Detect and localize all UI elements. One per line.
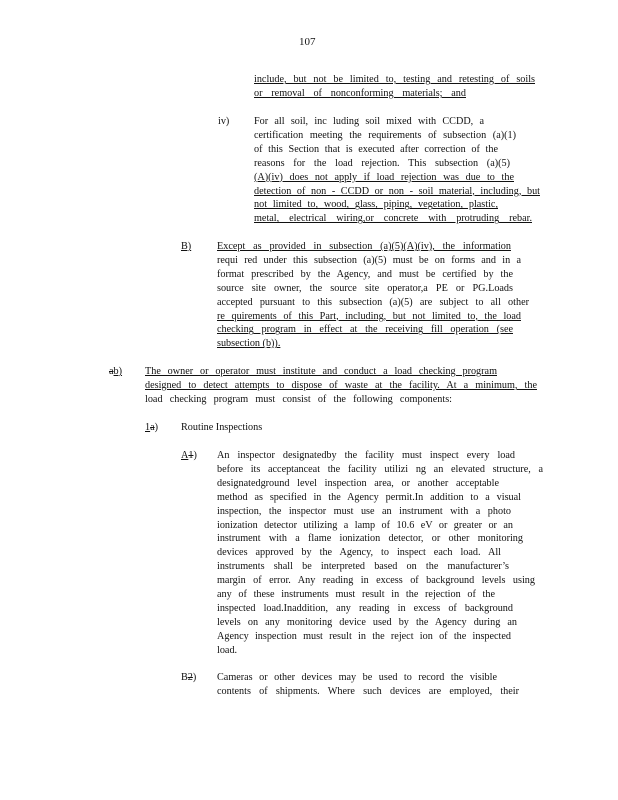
A-line-4: method as specified in the Agency permit.In addition to a visual <box>217 491 521 503</box>
section-ab-label <box>109 365 122 379</box>
item-1-old-num: a <box>150 422 155 433</box>
A-line-9: instruments shall be interpreted based on the manufacturer’s <box>217 561 509 573</box>
item-A-label <box>181 449 197 463</box>
item-B2-new: B <box>181 672 188 683</box>
A-line-12: inspected load.Inaddition, any reading in excess of background <box>217 602 513 614</box>
ab-line-3: load checking program must consist of the following components: <box>145 393 452 405</box>
item-1-new-num: 1 <box>145 422 151 433</box>
A-line-10: margin of error. Any reading in excess of background levels using <box>217 575 535 587</box>
item-1-title: Routine Inspections <box>181 422 263 433</box>
iv-line-5: (A)(iv) does not apply if load rejection was due to the <box>254 171 514 183</box>
A-line-3: designatedground level inspection area, or another acceptable <box>217 477 499 489</box>
item-1-paren: ) <box>154 422 159 433</box>
iv-line-8: metal, electrical wiring,or concrete with protruding rebar. <box>254 213 532 225</box>
item-1-label <box>145 421 158 435</box>
item-A-new: A <box>181 450 189 461</box>
item-A-body <box>217 449 544 658</box>
item-iv-body <box>254 115 540 226</box>
B2-line-1: Cameras or other devices may be used to record the visible <box>217 672 497 683</box>
A-line-15: load. <box>217 644 238 656</box>
B2-line-2: contents of shipments. Where such devices are employed, their <box>217 685 519 697</box>
item-iv-label: iv) <box>218 116 230 127</box>
iv-line-3: of this Section that is executed after correction of the <box>254 143 498 155</box>
item-A-old: 1 <box>188 450 194 461</box>
A-line-13: levels on any monitoring device used by the Agency during an <box>217 616 517 628</box>
ab-line-2: designed to detect attempts to dispose of waste at the facility. At a minimum, the <box>145 379 537 391</box>
item-B-body <box>217 240 529 351</box>
item-B2-label <box>181 671 196 685</box>
item-B-label: B) <box>181 241 192 252</box>
iv-line-7: not limited to, wood, glass, piping, vegetation, plastic, <box>254 199 498 211</box>
section-old-letter: a <box>109 366 114 377</box>
A-line-5: inspection, the inspector must use an instrument with a photo <box>217 505 511 517</box>
B-line-6: re quirements of this Part, including, but not limited to, the load <box>217 310 521 322</box>
B-line-5: accepted pursuant to this subsection (a)(5) are subject to all other <box>217 296 529 308</box>
iv-line-6: detection of non - CCDD or non - soil material, including, but <box>254 185 540 197</box>
item-A-paren: ) <box>193 450 197 461</box>
continuation-line-2: or removal of nonconforming materials; and <box>254 87 466 99</box>
A-line-6: ionization detector utilizing a lamp of 10.6 eV or greater or an <box>217 519 513 531</box>
iv-line-2: certification meeting the requirements of subsection (a)(1) <box>254 129 516 141</box>
B-line-7: checking program in effect at the receiving fill operation (see <box>217 324 513 336</box>
A-line-7: instrument with a flame ionization detector, or other monitoring <box>217 533 523 545</box>
continuation-line-1: include, but not be limited to, testing and retesting of soils <box>254 74 535 85</box>
B-line-1: Except as provided in subsection (a)(5)(A)(iv), the information <box>217 241 511 252</box>
item-B2-body <box>217 671 527 699</box>
A-line-14: Agency inspection must result in the reject ion of the inspected <box>217 630 511 642</box>
A-line-1: An inspector designatedby the facility must inspect every load <box>217 450 515 461</box>
B-line-4: source site owner, the source site operator,a PE or PG.Loads <box>217 282 513 294</box>
item-B2-old: 2 <box>187 672 193 683</box>
item-B2-paren: ) <box>192 672 197 683</box>
ab-line-1: The owner or operator must institute and conduct a load checking program <box>145 366 497 377</box>
A-line-2: before its acceptanceat the facility utilizi ng an elevated structure, a <box>217 463 543 475</box>
B-line-2: requi red under this subsection (a)(5) must be on forms and in a <box>217 254 521 266</box>
continuation-block <box>254 73 535 101</box>
B-line-3: format prescribed by the Agency, and must be certified by the <box>217 268 513 280</box>
iv-line-4: reasons for the load rejection. This subsection (a)(5) <box>254 157 510 169</box>
A-line-11: any of these instruments must result in the rejection of the <box>217 589 495 601</box>
iv-line-1: For all soil, inc luding soil mixed with CCDD, a <box>254 116 484 127</box>
section-ab-body <box>145 365 540 407</box>
page-number: 107 <box>299 36 316 48</box>
A-line-8: devices approved by the Agency, to inspect each load. All <box>217 547 501 559</box>
section-new-letter: b) <box>113 366 123 377</box>
B-line-8: subsection (b)). <box>217 338 281 350</box>
